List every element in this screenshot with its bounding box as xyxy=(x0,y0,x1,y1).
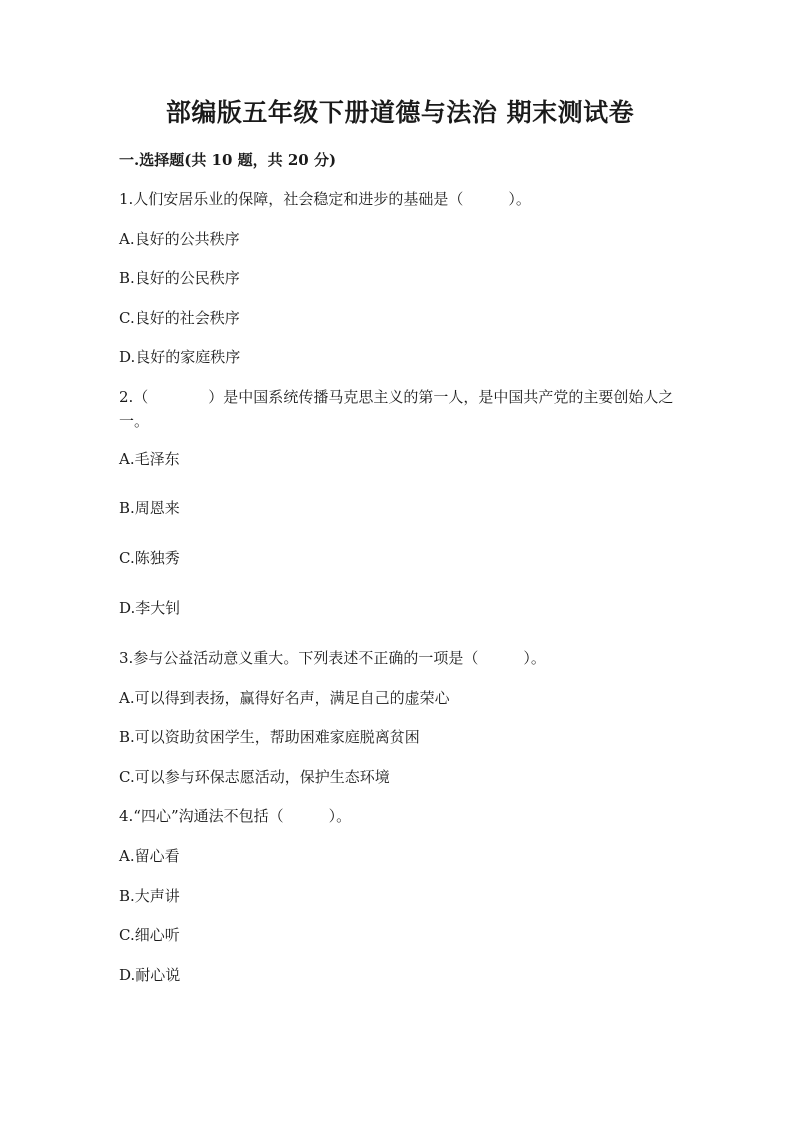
question-3-stem: 3.参与公益活动意义重大。下列表述不正确的一项是（ ）。 xyxy=(119,649,546,667)
question-4-option-d: D.耐心说 xyxy=(119,966,181,984)
question-3-option-c: C.可以参与环保志愿活动，保护生态环境 xyxy=(119,768,390,786)
question-2-stem: 2.（ ）是中国系统传播马克思主义的第一人，是中国共产党的主要创始人之一。 xyxy=(119,388,674,430)
question-1-option-b: B.良好的公民秩序 xyxy=(119,269,240,287)
question-1-option-d: D.良好的家庭秩序 xyxy=(119,348,241,366)
question-2-option-d: D.李大钊 xyxy=(119,599,181,617)
page-title: 部编版五年级下册道德与法治 期末测试卷 xyxy=(165,98,635,127)
question-4-option-a: A.留心看 xyxy=(119,847,180,865)
question-2-option-c: C.陈独秀 xyxy=(119,549,180,567)
question-3-option-b: B.可以资助贫困学生，帮助困难家庭脱离贫困 xyxy=(119,728,420,746)
question-2-option-a: A.毛泽东 xyxy=(119,450,180,468)
section-heading: 一.选择题(共 10 题，共 20 分) xyxy=(119,151,337,169)
question-4-stem: 4.“四心”沟通法不包括（ ）。 xyxy=(119,807,352,825)
question-3-option-a: A.可以得到表扬，赢得好名声，满足自己的虚荣心 xyxy=(119,689,450,707)
question-4-option-b: B.大声讲 xyxy=(119,887,180,905)
question-1-option-c: C.良好的社会秩序 xyxy=(119,309,240,327)
question-1-option-a: A.良好的公共秩序 xyxy=(119,230,240,248)
question-1-stem: 1.人们安居乐业的保障，社会稳定和进步的基础是（ ）。 xyxy=(119,190,531,208)
question-2-option-b: B.周恩来 xyxy=(119,499,180,517)
question-4-option-c: C.细心听 xyxy=(119,926,180,944)
